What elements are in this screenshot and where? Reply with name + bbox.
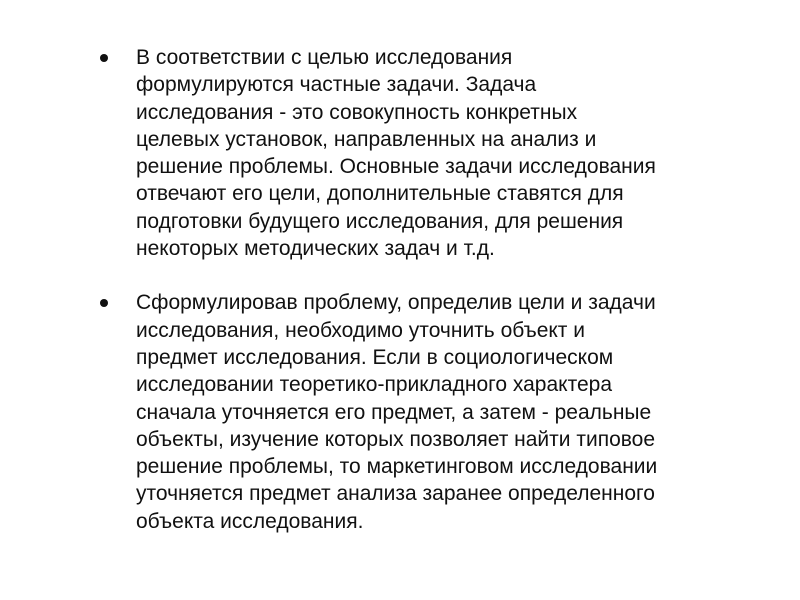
bullet-text-line: уточняется предмет анализа заранее определенного bbox=[136, 482, 655, 506]
bullet-text-line: решение проблемы. Основные задачи исследования bbox=[136, 155, 656, 179]
bullet-text-line: формулируются частные задачи. Задача bbox=[136, 73, 537, 97]
bullet-text-line: целевых установок, направленных на анализ и bbox=[136, 127, 597, 151]
bullet-dot-icon bbox=[100, 54, 108, 62]
bullet-text-line: решение проблемы, то маркетинговом исследовании bbox=[136, 455, 658, 479]
bullet-item-object-subject bbox=[100, 289, 740, 535]
bullet-text-line: исследования, необходимо уточнить объект и bbox=[136, 318, 585, 342]
bullet-text-line: объекты, изучение которых позволяет найти типовое bbox=[136, 427, 656, 451]
bullet-text-line: объекта исследования. bbox=[136, 509, 364, 533]
bullet-list bbox=[100, 44, 740, 562]
bullet-text-line: исследовании теоретико-прикладного характера bbox=[136, 373, 612, 397]
bullet-text-line: исследования - это совокупность конкретных bbox=[136, 100, 578, 124]
bullet-text-line: сначала уточняется его предмет, а затем - реальные bbox=[136, 400, 652, 424]
bullet-text-line: подготовки будущего исследования, для решения bbox=[136, 209, 624, 233]
bullet-text-line: предмет исследования. Если в социологическом bbox=[136, 345, 614, 369]
bullet-item-tasks bbox=[100, 44, 740, 262]
bullet-text-line: отвечают его цели, дополнительные ставятся для bbox=[136, 182, 624, 206]
bullet-dot-icon bbox=[100, 299, 108, 307]
bullet-text-line: некоторых методических задач и т.д. bbox=[136, 237, 495, 261]
bullet-text-line: Сформулировав проблему, определив цели и задачи bbox=[136, 291, 656, 315]
bullet-text-line: В соответствии с целью исследования bbox=[136, 46, 513, 69]
